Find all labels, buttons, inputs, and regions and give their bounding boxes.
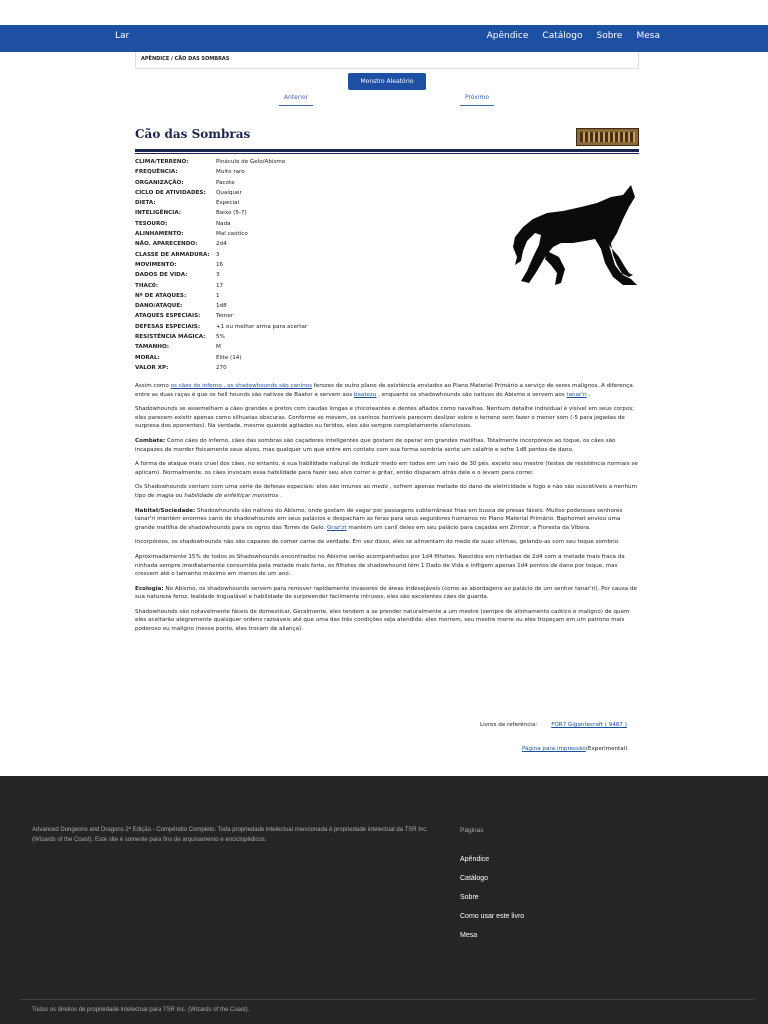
stat-value: 2d4 — [216, 241, 227, 248]
stat-row — [135, 157, 307, 167]
stat-label: ORGANIZAÇÃO: — [135, 179, 184, 186]
stat-value: 1d8 — [216, 303, 227, 310]
breadcrumb-text[interactable]: APÊNDICE / CÃO DAS SOMBRAS — [141, 56, 230, 62]
footer-link-appendix[interactable]: Apêndice — [460, 856, 490, 863]
footer-link-catalog[interactable]: Catálogo — [460, 875, 489, 882]
stat-row — [135, 229, 307, 239]
print-experimental-note: (Experimental) — [585, 746, 628, 752]
ecology-paragraph: Ecologia: No Abismo, os shadowhounds servem para remover rapidamente invasores de áreas indesejáveis (como as abordagens ao palácio de um senhor tanar'ri). Por causa de sua natureza feroz, lealdade inigualável e habilidade de surpreender facilmente intrusos, eles são excelentes cães de guarda. — [135, 585, 637, 601]
stat-label: DADOS DE VIDA: — [135, 272, 188, 279]
footer-divider — [20, 999, 754, 1000]
reference-label: Livros de referência: — [480, 722, 538, 728]
stat-block — [135, 157, 307, 373]
stat-row — [135, 342, 307, 352]
stat-value: 270 — [216, 364, 227, 371]
main-nav — [487, 31, 660, 41]
stat-label: ALINHAMENTO: — [135, 231, 184, 238]
prev-link[interactable] — [279, 94, 313, 106]
book-logo-icon — [576, 128, 639, 146]
prev-underline — [279, 105, 313, 106]
stat-label: CLIMA/TERRENO: — [135, 159, 189, 165]
stat-label: CLASSE DE ARMADURA: — [135, 251, 210, 258]
footer-copyright: Todos os direitos de propriedade intelectual para TSR Inc. (Wizards of the Coast). — [32, 1007, 250, 1013]
stat-label: INTELIGÊNCIA: — [135, 210, 181, 217]
stat-row — [135, 281, 307, 291]
stat-label: Nº DE ATAQUES: — [135, 292, 187, 299]
stat-value: Pináculo de Gelo/Abismo — [216, 159, 286, 165]
intro-paragraph: Assim como os cães do inferno , os shadowhounds são caninos ferozes de outro plano de existência enviados ao Plano Material Primário a serviço de seres malignos. A diferença entre as duas raças é que os hell hounds são nativos de Baator e servem aos baatezu , enquanto os shadowhounds são nativos do Abismo e servem aos tanar'ri . — [135, 383, 633, 398]
stat-row — [135, 250, 307, 260]
nav-catalog[interactable]: Catálogo — [542, 31, 583, 41]
top-navbar — [0, 25, 768, 52]
stat-label: MOVIMENTO: — [135, 261, 177, 268]
title-rule — [135, 149, 639, 152]
stat-value: 3 — [216, 272, 220, 279]
nav-about[interactable]: Sobre — [596, 31, 623, 41]
stat-label: VALOR XP: — [135, 364, 169, 371]
nav-table[interactable]: Mesa — [636, 31, 660, 41]
baatezu-link[interactable]: baatezu — [353, 391, 377, 398]
footer-link-table[interactable]: Mesa — [460, 932, 478, 939]
stat-row — [135, 178, 307, 188]
stat-value: Temer — [216, 313, 234, 320]
stat-label: DANO/ATAQUE: — [135, 303, 183, 310]
stat-value: 5% — [216, 334, 225, 341]
footer — [0, 776, 768, 1024]
stat-label: FREQUÊNCIA: — [135, 169, 178, 176]
stat-label: CICLO DE ATIVIDADES: — [135, 189, 206, 196]
stat-row — [135, 167, 307, 177]
stat-value: Mal caótico — [216, 231, 248, 238]
nav-appendix[interactable]: Apêndice — [486, 31, 529, 41]
combat-paragraph: Combate: Como cães do inferno, cães das sombras são caçadores inteligentes que gostam de operar em grandes matilhas. Totalmente incorpóreos ao toque, os cães são incapazes de morder fisicamente seus alvos, mas qualquer um que entre em contato com sua forma sombria sente um calafrio e sofre 1d8 pontos de dano. — [135, 437, 616, 453]
stat-row — [135, 301, 307, 311]
home-link[interactable]: Lar — [115, 31, 130, 41]
defenses-paragraph: Os Shadowhounds contam com uma série de defesas especiais: eles são imunes ao medo , sofrem apenas metade do dano de eletricidade e fogo e não são suscetíveis a nenhum tipo de magia ou habilidade de enfeitiçar monstros . — [135, 484, 638, 499]
stat-label: TESOURO: — [135, 220, 168, 227]
print-page-link[interactable]: Página para impressão — [522, 746, 586, 752]
stat-value: +1 ou melhor arma para acertar — [216, 323, 308, 330]
reference-books — [480, 722, 627, 728]
prev-label: Anterior — [283, 94, 309, 101]
stat-label: NÃO. APARECENDO: — [135, 241, 198, 248]
stat-row — [135, 239, 307, 249]
stat-value: Pacote — [216, 179, 235, 186]
tanarri-link[interactable]: tanar'ri — [566, 391, 587, 398]
footer-link-howto[interactable]: Como usar este livro — [460, 913, 525, 920]
next-link[interactable] — [460, 94, 494, 106]
footer-pages-heading: Páginas — [460, 827, 484, 834]
stat-row — [135, 353, 307, 363]
stat-label: TAMANHO: — [135, 344, 169, 351]
stat-value: Nada — [216, 220, 231, 227]
stat-row — [135, 363, 307, 373]
stat-value: Especial — [216, 200, 240, 207]
stat-row — [135, 311, 307, 321]
stat-value: M — [216, 344, 221, 351]
stat-row — [135, 198, 307, 208]
stat-row — [135, 208, 307, 218]
grazzt-link[interactable]: Graz'zt — [326, 524, 347, 531]
next-label: Próximo — [464, 94, 490, 101]
stat-label: DIETA: — [135, 200, 156, 207]
stat-row — [135, 270, 307, 280]
stat-value: 1 — [216, 292, 220, 299]
footer-legal-text: Advanced Dungeons and Dragons 2ª Edição - Compêndio Completo. Toda propriedade intelectual mencionada é propriedade intelectual da TSR Inc. (Wizards of the Coast). Este site é somente para fins de arquivamento e enciclopédicos. — [32, 827, 428, 843]
title-rule-thin — [135, 153, 639, 154]
stat-value: Baixo (5-7) — [216, 210, 247, 217]
stat-label: ATAQUES ESPECIAIS: — [135, 313, 201, 320]
stat-value: 17 — [216, 282, 224, 289]
description — [135, 382, 639, 640]
breadcrumb — [135, 52, 639, 69]
fear-paragraph: A forma de ataque mais cruel dos cães, no entanto, é sua habilidade natural de induzir medo em todos em um raio de 30 pés, exceto seu mestre (testes de resistência normais se aplicam). Normalmente, os cães invocam essa habilidade para fazer seu alvo correr e gritar, então disparam atrás dele e o levam para correr. — [135, 461, 638, 476]
shadowhound-illustration — [511, 185, 639, 289]
stat-row — [135, 332, 307, 342]
stat-value: 3 — [216, 251, 220, 258]
hell-hound-link[interactable]: os cães do inferno , os shadowhounds são caninos — [170, 383, 312, 389]
stat-value: 16 — [216, 261, 224, 268]
stat-label: RESISTÊNCIA MÁGICA: — [135, 334, 206, 341]
stat-value: Elite (14) — [216, 354, 242, 361]
stat-label: DEFESAS ESPECIAIS: — [135, 323, 201, 330]
stat-row — [135, 291, 307, 301]
print-page — [522, 746, 627, 752]
taming-paragraph: Shadowhounds são notavelmente fáceis de domesticar. Geralmente, eles tendem a se prender naturalmente a um mestre (sempre de alinhamento caótico e maligno) de quem eles aceitarão alegremente quaisquer ordens razoáveis até que uma das três condições seja atendida: eles morrem, seu mestre morre ou eles tropeçam em um patrono mais poderoso ou maligno (nesse ponto, eles trocam de aliança). — [135, 608, 630, 633]
footer-link-about[interactable]: Sobre — [460, 894, 479, 901]
diet-paragraph: Incorpóreos, os shadowhounds não são capazes de comer carne de verdade. Em vez disso, eles se alimentam do medo de suas vítimas, gelando-as com seu toque sombrio. — [135, 539, 620, 546]
footer-links — [460, 856, 524, 951]
habitat-paragraph: Habitat/Sociedade: Shadowhounds são nativos do Abismo, onde gostam de vagar por passagens subterrâneas frias em busca de presas fáceis. Muitos poderosos senhores tanar'ri mantêm enormes canis de shadowhounds em seus palácios e despacham as feras para seus seguidores humanos no Plano Material Primário. Baphomet enviou uma grande matilha de shadowhounds para os ogros das Torres de Gelo. Graz'zt mantém um canil deles em seu palácio para caçadas em Zrintor, a Floresta da Víbora. — [135, 507, 623, 531]
page-title: Cão das Sombras — [135, 127, 251, 141]
pups-paragraph: Aproximadamente 15% de todos os Shadowhounds encontrados no Abismo serão acompanhados por 1d4 filhotes. Nascidos em ninhadas de 2d4 com a metade mais fraca da ninhada sempre imediatamente consumida pela metade mais forte, os filhotes de shadowhound têm 1 Dado de Vida e infligem apenas 1d4 pontos de dano por toque, mas crescem até o tamanho máximo em menos de um ano. — [135, 553, 625, 578]
random-monster-button[interactable]: Monstro Aleatório — [348, 73, 426, 90]
stat-value: Muito raro — [216, 169, 245, 176]
reference-book-link[interactable]: FOR7 Gigantecraft ( 9487 ) — [551, 722, 627, 728]
description-paragraph: Shadowhounds se assemelham a cães grandes e pretos com caudas longas e chicoteantes e dentes afiados como navalhas. Nenhum detalhe individual é visível em seus corpos; eles parecem existir apenas como silhuetas obscuras. Conforme se movem, os caninos horríveis parecem deslizar sobre o terreno sem fazer o menor som (-5 para jogadas de surpresa dos oponentes). Na verdade, mesmo quando agitados ou feridos, eles são sempre completamente silenciosos. — [135, 406, 635, 430]
stat-row — [135, 322, 307, 332]
stat-row — [135, 260, 307, 270]
stat-label: MORAL: — [135, 354, 160, 361]
stat-row — [135, 188, 307, 198]
stat-value: Qualquer — [216, 189, 242, 196]
next-underline — [460, 105, 494, 106]
stat-row — [135, 219, 307, 229]
stat-label: THAC0: — [135, 282, 159, 289]
